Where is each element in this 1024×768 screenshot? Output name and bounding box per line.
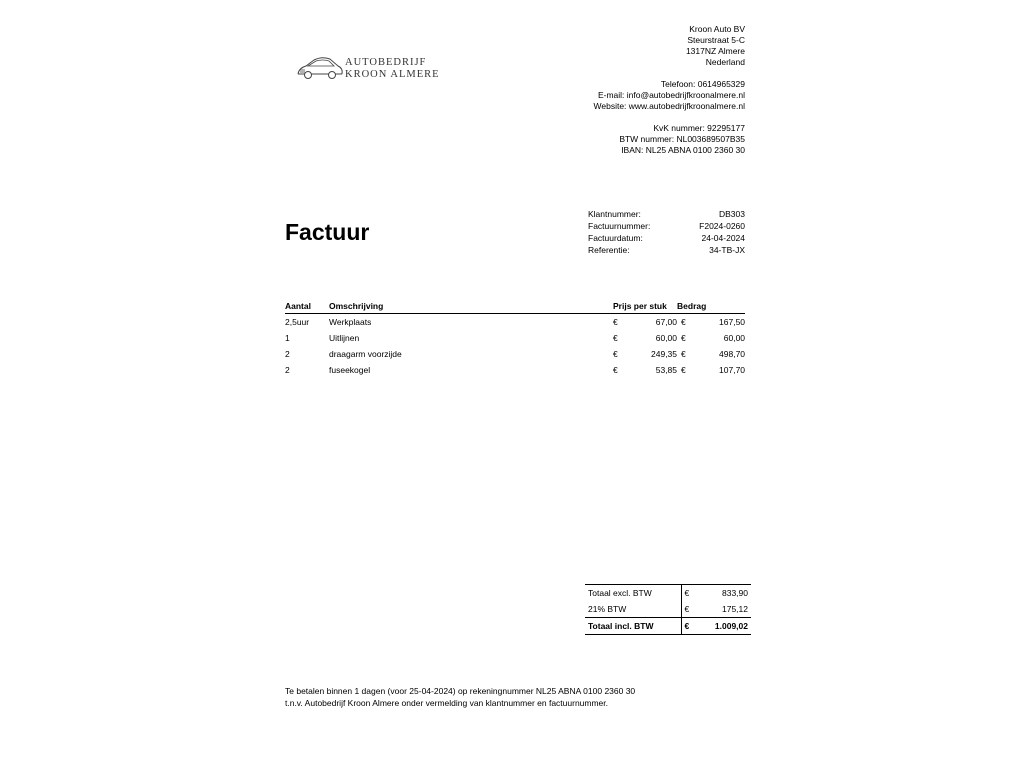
row-unit-price: 53,85 [655, 365, 678, 375]
totals-currency: € [681, 585, 699, 602]
table-row [285, 346, 745, 362]
table-header-row [285, 300, 745, 314]
company-country: Nederland [705, 57, 745, 67]
row-amount: 498,70 [719, 349, 746, 359]
invoice-title: Factuur [285, 219, 370, 245]
row-desc: Uitlijnen [329, 333, 360, 343]
header-amount: Bedrag [677, 300, 745, 314]
totals-row-vat [585, 601, 751, 618]
company-iban: IBAN: NL25 ABNA 0100 2360 30 [621, 145, 745, 155]
row-amount: 167,50 [719, 317, 746, 327]
meta-label: Factuurdatum: [588, 233, 643, 243]
totals-table [585, 584, 751, 635]
row-currency: € [681, 365, 686, 375]
row-currency: € [681, 349, 686, 359]
meta-row [588, 208, 745, 220]
totals-value: 833,90 [699, 585, 751, 602]
row-qty: 2,5uur [285, 317, 310, 327]
payment-instructions [285, 685, 635, 709]
totals-value: 1.009,02 [699, 618, 751, 635]
company-info [594, 24, 746, 156]
car-icon [296, 54, 344, 82]
meta-label: Referentie: [588, 245, 630, 255]
company-street: Steurstraat 5-C [687, 35, 745, 45]
header-unit-price: Prijs per stuk [613, 300, 677, 314]
row-amount: 60,00 [723, 333, 746, 343]
logo-line-2: KROON ALMERE [345, 69, 440, 80]
logo-line-1: AUTOBEDRIJF [345, 57, 427, 68]
payment-line-2: t.n.v. Autobedrijf Kroon Almere onder vermelding van klantnummer en factuurnummer. [285, 698, 609, 708]
totals-row-excl [585, 585, 751, 602]
table-row [285, 362, 745, 378]
meta-label: Factuurnummer: [588, 221, 651, 231]
company-kvk: KvK nummer: 92295177 [653, 123, 745, 133]
row-currency: € [613, 349, 618, 359]
company-phone: Telefoon: 0614965329 [660, 79, 745, 89]
row-unit-price: 67,00 [655, 317, 678, 327]
row-unit-price: 60,00 [655, 333, 678, 343]
row-desc: fuseekogel [329, 365, 371, 375]
meta-value: 34-TB-JX [709, 245, 745, 255]
row-desc: Werkplaats [329, 317, 372, 327]
row-currency: € [613, 317, 618, 327]
company-website: Website: www.autobedrijfkroonalmere.nl [593, 101, 745, 111]
totals-value: 175,12 [722, 604, 748, 614]
totals-label: Totaal incl. BTW [585, 618, 681, 635]
totals-label: Totaal excl. BTW [585, 585, 681, 602]
table-row [285, 330, 745, 346]
row-currency: € [681, 317, 686, 327]
meta-label: Klantnummer: [588, 209, 641, 219]
table-row [285, 314, 745, 331]
header-qty: Aantal [285, 300, 329, 314]
meta-value: F2024-0260 [699, 221, 745, 231]
line-items-table [285, 300, 745, 378]
row-currency: € [613, 333, 618, 343]
row-currency: € [681, 333, 686, 343]
header-desc: Omschrijving [329, 300, 613, 314]
row-amount: 107,70 [719, 365, 746, 375]
invoice-meta [588, 208, 745, 256]
totals-block [585, 584, 751, 635]
company-logo [296, 52, 440, 88]
row-qty: 1 [285, 333, 290, 343]
company-email: E-mail: info@autobedrijfkroonalmere.nl [597, 90, 745, 100]
row-qty: 2 [285, 365, 290, 375]
company-name: Kroon Auto BV [689, 24, 745, 34]
row-desc: draagarm voorzijde [329, 349, 402, 359]
row-unit-price: 249,35 [651, 349, 678, 359]
totals-currency: € [681, 618, 699, 635]
totals-label: 21% BTW [588, 604, 627, 614]
meta-value: 24-04-2024 [701, 233, 745, 243]
meta-value: DB303 [719, 209, 745, 219]
totals-row-incl [585, 618, 751, 635]
payment-line-1: Te betalen binnen 1 dagen (voor 25-04-2024) op rekeningnummer NL25 ABNA 0100 2360 30 [285, 686, 636, 696]
meta-row [588, 232, 745, 244]
totals-currency: € [681, 601, 699, 618]
meta-row [588, 244, 745, 256]
row-currency: € [613, 365, 618, 375]
line-items [285, 300, 745, 378]
row-qty: 2 [285, 349, 290, 359]
meta-row [588, 220, 745, 232]
company-postal-city: 1317NZ Almere [685, 46, 745, 56]
company-btw: BTW nummer: NL003689507B35 [619, 134, 745, 144]
